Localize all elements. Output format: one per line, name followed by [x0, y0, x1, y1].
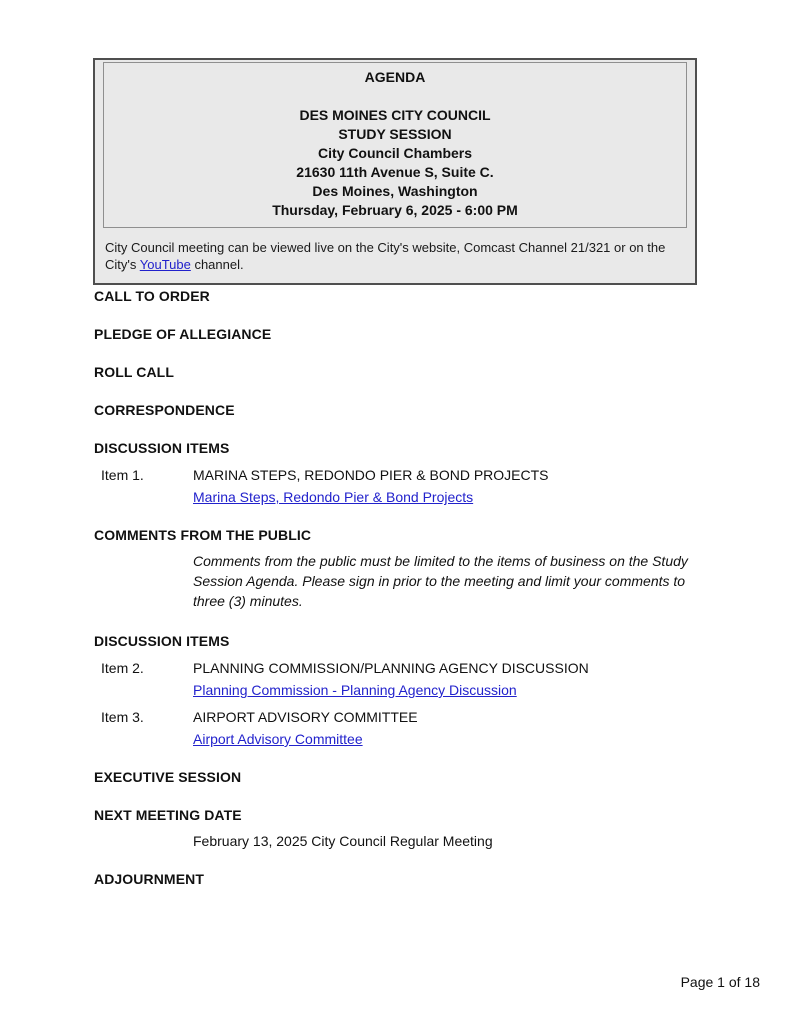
title-spacer: [108, 87, 682, 106]
venue-name: City Council Chambers: [317, 145, 473, 161]
viewing-notice: [95, 228, 695, 275]
council-name: DES MOINES CITY COUNCIL: [299, 107, 491, 123]
item-2-attachment-link[interactable]: Planning Commission - Planning Agency Discussion: [193, 682, 517, 698]
section-correspondence: CORRESPONDENCE: [94, 402, 235, 418]
item-3-body: [193, 709, 704, 747]
section-discussion-items-2: DISCUSSION ITEMS: [94, 633, 230, 649]
section-discussion-items-1: DISCUSSION ITEMS: [94, 440, 230, 456]
agenda-item-1: [94, 467, 704, 505]
item-3-attachment-link[interactable]: Airport Advisory Committee: [193, 731, 363, 747]
item-2-title: PLANNING COMMISSION/PLANNING AGENCY DISCUSSION: [193, 660, 589, 676]
venue-address: 21630 11th Avenue S, Suite C.: [296, 164, 494, 180]
item-2-body: [193, 660, 704, 698]
item-3-label: Item 3.: [101, 709, 144, 725]
youtube-link[interactable]: YouTube: [139, 257, 191, 272]
agenda-body: [94, 288, 704, 887]
item-1-attachment-link[interactable]: Marina Steps, Redondo Pier & Bond Projects: [193, 489, 474, 505]
page-number: Page 1 of 18: [680, 974, 760, 990]
notice-text-before: City Council meeting can be viewed live on the City's website, Comcast Channel 21/321 or on the City's: [105, 240, 666, 272]
section-pledge-of-allegiance: PLEDGE OF ALLEGIANCE: [94, 326, 272, 342]
section-comments-from-public: COMMENTS FROM THE PUBLIC: [94, 527, 312, 543]
agenda-header-box: [93, 58, 697, 285]
section-executive-session: EXECUTIVE SESSION: [94, 769, 242, 785]
section-call-to-order: CALL TO ORDER: [94, 288, 210, 304]
agenda-item-2: [94, 660, 704, 698]
agenda-title: AGENDA: [364, 69, 426, 85]
section-next-meeting-date: NEXT MEETING DATE: [94, 807, 242, 823]
venue-city: Des Moines, Washington: [312, 183, 478, 199]
meeting-type: STUDY SESSION: [338, 126, 452, 142]
item-1-body: [193, 467, 704, 505]
meeting-datetime: Thursday, February 6, 2025 - 6:00 PM: [272, 202, 518, 218]
agenda-item-3: [94, 709, 704, 747]
section-roll-call: ROLL CALL: [94, 364, 174, 380]
item-1-label: Item 1.: [101, 467, 144, 483]
next-meeting-text: February 13, 2025 City Council Regular Meeting: [193, 833, 493, 849]
item-1-title: MARINA STEPS, REDONDO PIER & BOND PROJECTS: [193, 467, 549, 483]
agenda-title-box: [103, 62, 687, 228]
section-adjournment: ADJOURNMENT: [94, 871, 204, 887]
public-comments-note: Comments from the public must be limited to the items of business on the Study Session Agenda. Please sign in prior to the meeting and limit your comments to three (3) minutes.: [193, 553, 688, 609]
notice-text-after: channel.: [190, 257, 244, 272]
item-3-title: AIRPORT ADVISORY COMMITTEE: [193, 709, 418, 725]
item-2-label: Item 2.: [101, 660, 144, 676]
